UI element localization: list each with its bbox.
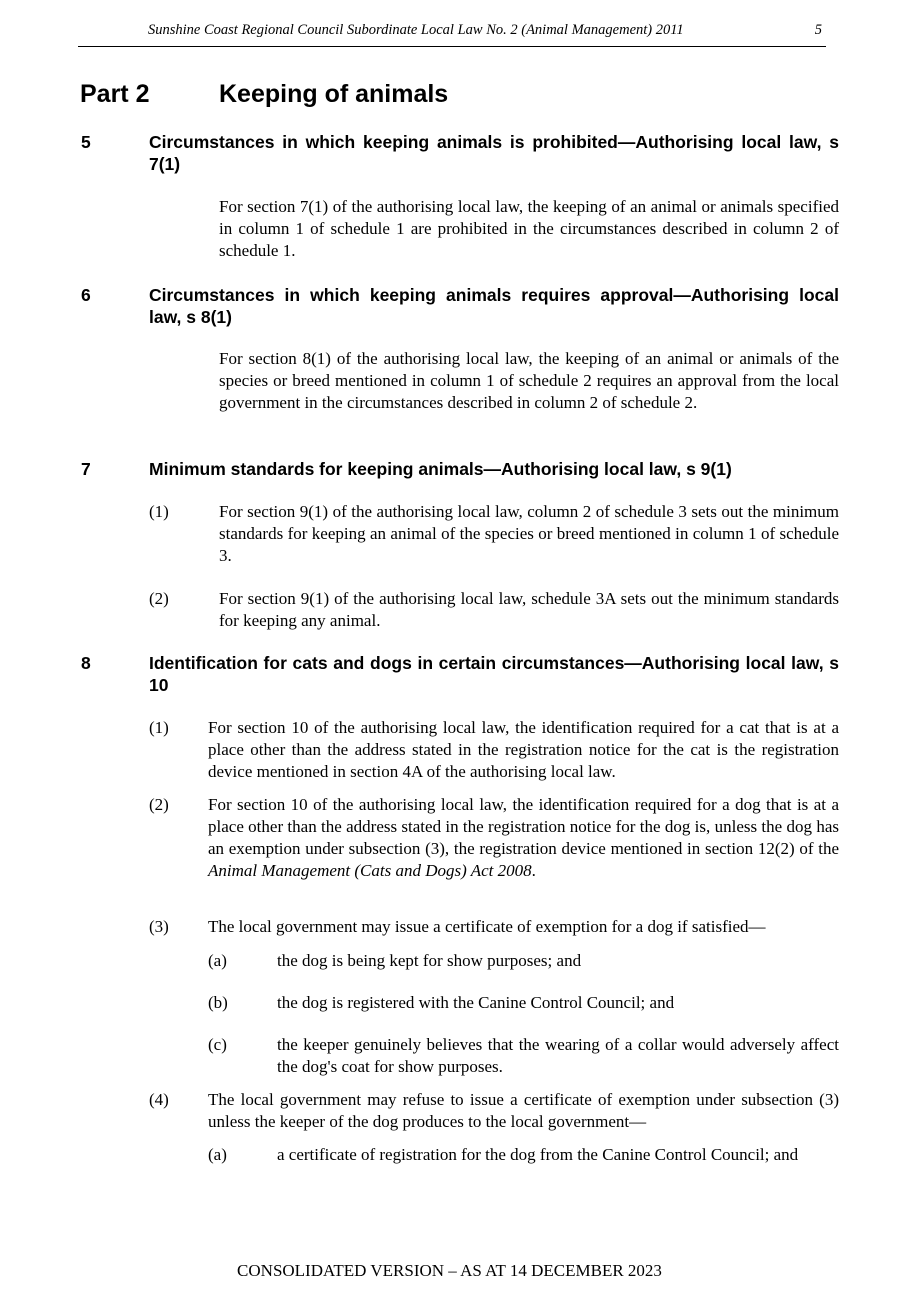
- item-text: the dog is being kept for show purposes; and: [277, 951, 582, 970]
- subsection-text-end: .: [531, 861, 536, 880]
- item-label: (a): [208, 951, 227, 970]
- part-title: Keeping of animals: [219, 80, 449, 108]
- subsection-text: For section 10 of the authorising local law, the identification required for a cat that is at a place other than the address stated in the registration notice for the cat is the registration device mentioned in section 4A of the authorising local law.: [208, 718, 839, 781]
- running-header: [78, 20, 826, 47]
- subsection-label: (1): [149, 718, 169, 737]
- subsection-label: (2): [149, 589, 169, 608]
- subsection-label: (4): [149, 1090, 169, 1109]
- subsection-text: The local government may refuse to issue a certificate of exemption under subsection (3) unless the keeper of the dog produces to the local government—: [208, 1090, 839, 1131]
- section-number: 7: [81, 459, 91, 479]
- section-number: 8: [81, 653, 91, 673]
- subsection-text: [208, 794, 839, 882]
- subsection-label: (2): [149, 795, 169, 814]
- item-label: (c): [208, 1035, 227, 1054]
- section-number: 6: [81, 285, 91, 305]
- item-label: (a): [208, 1145, 227, 1164]
- subsection-text-start: For section 10 of the authorising local law, the identification required for a dog that is at a place other than the address stated in the registration notice for the dog is, unless the dog has an exemption under subsection (3), the registration device mentioned in section 12(2) of the: [208, 795, 839, 858]
- subsection-label: (3): [149, 917, 169, 936]
- item-text: a certificate of registration for the dog from the Canine Control Council; and: [277, 1145, 799, 1164]
- footer-version: CONSOLIDATED VERSION – AS AT 14 DECEMBER 2023: [237, 1261, 662, 1280]
- item-text: the dog is registered with the Canine Control Council; and: [277, 993, 675, 1012]
- item-text: the keeper genuinely believes that the wearing of a collar would adversely affect the dog's coat for show purposes.: [277, 1035, 839, 1076]
- subsection-text: For section 9(1) of the authorising local law, schedule 3A sets out the minimum standards for keeping any animal.: [219, 589, 839, 630]
- section-text: For section 7(1) of the authorising local law, the keeping of an animal or animals specified in column 1 of schedule 1 are prohibited in the circumstances described in column 2 of schedule 1.: [219, 197, 839, 260]
- section-text: For section 8(1) of the authorising local law, the keeping of an animal or animals of the species or breed mentioned in column 1 of schedule 2 requires an approval from the local government in the circumstances described in column 2 of schedule 2.: [219, 349, 839, 412]
- subsection-label: (1): [149, 502, 169, 521]
- section-title: Identification for cats and dogs in certain circumstances—Authorising local law, s 10: [149, 653, 839, 695]
- header-title: Sunshine Coast Regional Council Subordinate Local Law No. 2 (Animal Management) 2011: [148, 22, 684, 38]
- item-label: (b): [208, 993, 228, 1012]
- section-title: Minimum standards for keeping animals—Authorising local law, s 9(1): [149, 459, 732, 479]
- section-title: Circumstances in which keeping animals requires approval—Authorising local law, s 8(1): [149, 285, 839, 327]
- subsection-text: For section 9(1) of the authorising local law, column 2 of schedule 3 sets out the minimum standards for keeping an animal of the species or breed mentioned in column 1 of schedule 3.: [219, 502, 839, 565]
- part-number: Part 2: [80, 80, 150, 108]
- act-name: Animal Management (Cats and Dogs) Act 2008: [208, 861, 532, 880]
- subsection-text: The local government may issue a certificate of exemption for a dog if satisfied—: [208, 917, 766, 936]
- section-title: Circumstances in which keeping animals is prohibited—Authorising local law, s 7(1): [149, 132, 839, 174]
- page-number: 5: [814, 22, 822, 38]
- section-number: 5: [81, 132, 91, 152]
